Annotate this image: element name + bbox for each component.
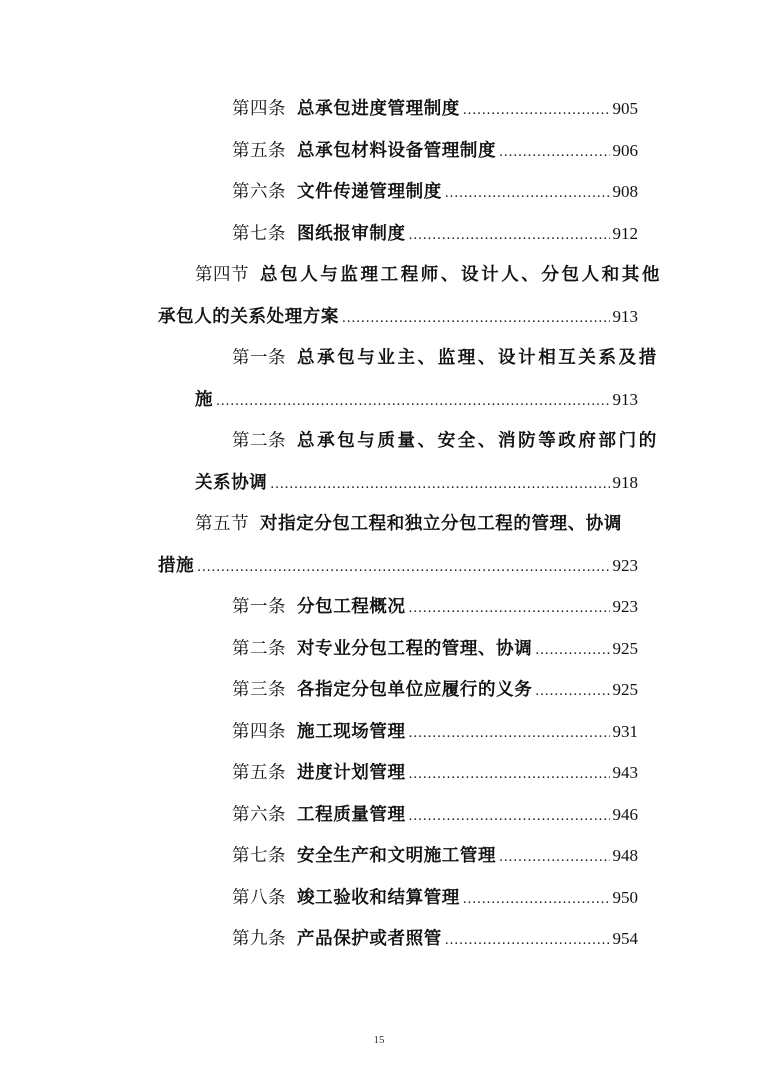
toc-leader-dots	[197, 552, 609, 582]
toc-entry	[232, 94, 638, 124]
toc-entry-label: 第五条	[232, 763, 286, 783]
toc-section-heading	[195, 260, 662, 290]
toc-section-heading	[195, 509, 638, 539]
toc-entry-label: 第四条	[232, 722, 286, 742]
toc-entry-page: 908	[612, 182, 638, 201]
toc-entry	[232, 717, 638, 747]
toc-entry-page: 912	[612, 224, 638, 243]
toc-entry-label: 第七条	[232, 224, 286, 244]
toc-entry-page: 950	[612, 888, 638, 907]
toc-entry	[232, 343, 659, 373]
toc-entry-page: 943	[612, 763, 638, 782]
toc-leader-dots	[409, 593, 610, 623]
toc-entry-label: 第四节	[195, 265, 249, 285]
toc-entry-page: 946	[612, 805, 638, 824]
toc-entry-title: 对专业分包工程的管理、协调	[297, 639, 533, 659]
toc-entry-page: 913	[612, 307, 638, 326]
toc-leader-dots	[535, 676, 609, 706]
toc-entry-title: 总承包与质量、安全、消防等政府部门的	[297, 431, 659, 451]
toc-entry-label: 第三条	[232, 680, 286, 700]
toc-leader-dots	[409, 718, 610, 748]
toc-entry	[232, 634, 638, 664]
toc-entry	[232, 924, 638, 954]
toc-entry-continuation	[195, 385, 638, 415]
toc-leader-dots	[499, 842, 609, 872]
toc-entry-title-continued: 关系协调	[195, 473, 268, 493]
toc-leader-dots	[270, 469, 609, 499]
toc-entry-page: 905	[612, 99, 638, 118]
toc-entry-title: 分包工程概况	[297, 597, 406, 617]
toc-leader-dots	[463, 95, 610, 125]
toc-entry-continuation	[195, 468, 638, 498]
toc-entry-title: 总承包进度管理制度	[297, 99, 460, 119]
toc-entry-label: 第七条	[232, 846, 286, 866]
toc-entry-title-continued: 施	[195, 390, 214, 410]
toc-entry-label: 第九条	[232, 929, 286, 949]
toc-entry	[232, 177, 638, 207]
toc-entry-title: 总承包与业主、监理、设计相互关系及措	[297, 348, 659, 368]
toc-entry-label: 第二条	[232, 431, 286, 451]
toc-entry	[232, 426, 659, 456]
toc-leader-dots	[409, 801, 610, 831]
toc-entry	[232, 592, 638, 622]
toc-entry-page: 925	[612, 680, 638, 699]
toc-entry-label: 第五节	[195, 514, 249, 534]
toc-entry-title: 对指定分包工程和独立分包工程的管理、协调	[260, 514, 622, 534]
toc-entry-label: 第一条	[232, 348, 286, 368]
toc-entry-title: 安全生产和文明施工管理	[297, 846, 497, 866]
toc-entry	[232, 136, 638, 166]
toc-entry-continuation	[158, 551, 638, 581]
toc-entry-title: 产品保护或者照管	[297, 929, 442, 949]
toc-entry-title: 竣工验收和结算管理	[297, 888, 460, 908]
toc-entry-page: 918	[612, 473, 638, 492]
toc-entry	[232, 883, 638, 913]
toc-entry-label: 第五条	[232, 141, 286, 161]
toc-entry-page: 913	[612, 390, 638, 409]
toc-entry	[232, 758, 638, 788]
toc-leader-dots	[216, 386, 609, 416]
toc-entry-page: 923	[612, 556, 638, 575]
toc-entry-page: 948	[612, 846, 638, 865]
toc-entry-label: 第六条	[232, 182, 286, 202]
toc-entry-label: 第二条	[232, 639, 286, 659]
toc-entry-title: 文件传递管理制度	[297, 182, 442, 202]
toc-leader-dots	[535, 635, 609, 665]
toc-leader-dots	[409, 220, 610, 250]
toc-entry	[232, 800, 638, 830]
toc-entry-page: 923	[612, 597, 638, 616]
toc-entry-page: 931	[612, 722, 638, 741]
toc-entry-page: 954	[612, 929, 638, 948]
toc-entry-label: 第四条	[232, 99, 286, 119]
toc-entry-label: 第一条	[232, 597, 286, 617]
toc-entry-title: 进度计划管理	[297, 763, 406, 783]
toc-leader-dots	[409, 759, 610, 789]
toc-entry-title: 各指定分包单位应履行的义务	[297, 680, 533, 700]
toc-entry-page: 925	[612, 639, 638, 658]
toc-entry-title: 总承包材料设备管理制度	[297, 141, 497, 161]
toc-entry	[232, 219, 638, 249]
toc-entry-label: 第六条	[232, 805, 286, 825]
page-number: 15	[373, 1034, 385, 1046]
toc-entry	[232, 841, 638, 871]
toc-leader-dots	[342, 303, 610, 333]
toc-entry	[232, 675, 638, 705]
toc-leader-dots	[445, 925, 610, 955]
toc-entry-title: 工程质量管理	[297, 805, 406, 825]
toc-entry-continuation	[158, 302, 638, 332]
toc-entry-title-continued: 承包人的关系处理方案	[158, 307, 339, 327]
toc-entry-title: 图纸报审制度	[297, 224, 406, 244]
toc-entry-title: 施工现场管理	[297, 722, 406, 742]
toc-entry-page: 906	[612, 141, 638, 160]
toc-leader-dots	[445, 178, 610, 208]
toc-entry-label: 第八条	[232, 888, 286, 908]
toc-leader-dots	[499, 137, 609, 167]
toc-leader-dots	[463, 884, 610, 914]
toc-entry-title-continued: 措施	[158, 556, 195, 576]
toc-entry-title: 总包人与监理工程师、设计人、分包人和其他	[260, 265, 662, 285]
